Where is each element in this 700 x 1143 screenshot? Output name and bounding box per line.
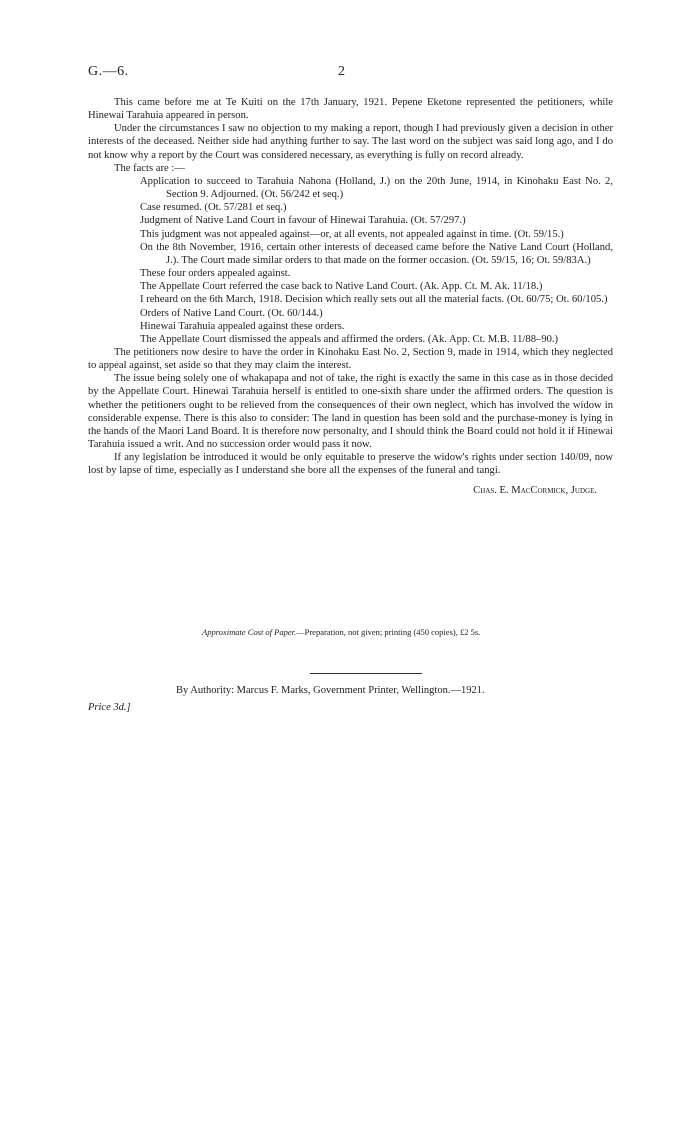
- fact-item: On the 8th November, 1916, certain other interests of deceased came before the Native Land Court (Holland, J.). The Court made similar orders to that made on the former occasion. (Ot. 59/15, 16; Ot. 59/83A.): [140, 241, 613, 266]
- paragraph: The issue being solely one of whakapapa and not of take, the right is exactly the same in this case as in those decided by the Appellate Court. Hinewai Tarahuia herself is entitled to one-sixth share under the affirmed orders. The question is whether the petitioners ought to be relieved from the consequences of their own neglect, which has involved the widow in considerable expense. There is this also to consider: The land in question has been sold and the purchase-money is lying in the hands of the Maori Land Board. It is therefore now personalty, and I should think the Board could not hold it if Hinewai Tarahuia issued a writ. And no succession order would pass it now.: [88, 373, 613, 451]
- paragraph: This came before me at Te Kuiti on the 17th January, 1921. Pepene Eketone represented the petitioners, while Hinewai Tarahuia appeared in person.: [88, 97, 613, 122]
- fact-item: I reheard on the 6th March, 1918. Decision which really sets out all the material facts. (Ot. 60/75; Ot. 60/105.): [140, 294, 608, 306]
- fact-item: The Appellate Court dismissed the appeals and affirmed the orders. (Ak. App. Ct. M.B. 11/88–90.): [140, 333, 559, 345]
- fact-item: Orders of Native Land Court. (Ot. 60/144.): [140, 307, 323, 319]
- document-body: [88, 96, 613, 497]
- paragraph: The petitioners now desire to have the order in Kinohaku East No. 2, Section 9, made in 1914, which they neglected to appeal against, set aside so that they may claim the interest.: [88, 346, 613, 372]
- divider-rule: [310, 673, 422, 674]
- facts-heading: The facts are :—: [114, 162, 185, 174]
- page-number: 2: [338, 64, 345, 79]
- fact-item: Application to succeed to Tarahuia Nahona (Holland, J.) on the 20th June, 1914, in Kinohaku East No. 2, Section 9. Adjourned. (Ot. 56/242 et seq.): [140, 175, 613, 201]
- series-code: G.—6.: [88, 64, 129, 79]
- cost-of-paper: [202, 627, 480, 637]
- fact-item: Hinewai Tarahuia appealed against these orders.: [140, 320, 345, 332]
- fact-item: Judgment of Native Land Court in favour of Hinewai Tarahuia. (Ot. 57/297.): [140, 215, 466, 227]
- fact-item: Case resumed. (Ot. 57/281 et seq.): [140, 202, 287, 214]
- paragraph: Under the circumstances I saw no objection to my making a report, though I had previously given a decision in other interests of the deceased. Neither side had anything further to say. The last word on the subject was said long ago, and I do not know why a report by the Court was considered necessary, as everything is fully on record already.: [88, 123, 613, 161]
- cost-text: —Preparation, not given; printing (450 copies), £2 5s.: [296, 627, 481, 637]
- price-note: Price 3d.]: [88, 702, 131, 713]
- paragraph: If any legislation be introduced it would be only equitable to preserve the widow's rights under section 140/09, now lost by lapse of time, especially as I understand she bore all the expenses of the funeral and tangi.: [88, 452, 613, 477]
- fact-item: This judgment was not appealed against—or, at all events, not appealed against in time. (Ot. 59/15.): [140, 228, 564, 240]
- fact-item: These four orders appealed against.: [140, 268, 291, 280]
- signature: Chas. E. MacCormick, Judge.: [473, 484, 597, 496]
- cost-label: Approximate Cost of Paper.: [202, 627, 297, 637]
- fact-item: The Appellate Court referred the case back to Native Land Court. (Ak. App. Ct. M. Ak. 11/18.): [140, 281, 543, 293]
- printer-imprint: By Authority: Marcus F. Marks, Government Printer, Wellington.—1921.: [176, 685, 485, 696]
